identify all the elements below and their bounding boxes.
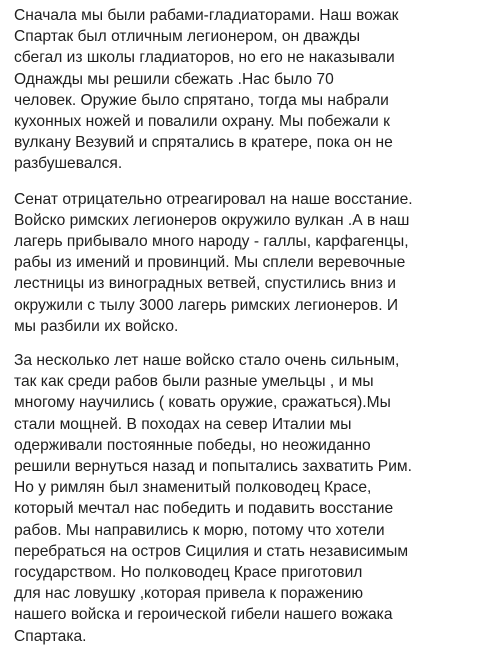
text-line: вулкану Везувий и спрятались в кратере, пока он не [14, 134, 393, 152]
paragraph-spacer [14, 337, 500, 350]
text-line: рабов. Мы направились к морю, потому что хотели [14, 521, 385, 539]
text-line: Спартака. [14, 627, 87, 645]
text-line: рабы из имений и провинций. Мы сплели веревочные [14, 254, 406, 272]
text-line: мы разбили их войско. [14, 317, 179, 335]
text-line: сбегал из школы гладиаторов, но его не наказывали [14, 49, 395, 67]
text-line: человек. Оружие было спрятано, тогда мы набрали [14, 91, 389, 109]
text-line: решили вернуться назад и попытались захватить Рим. [14, 458, 412, 476]
text-line: Однажды мы решили сбежать .Нас было 70 [14, 70, 334, 88]
text-line: кухонных ножей и повалили охрану. Мы побежали к [14, 113, 390, 131]
text-line: окружили с тылу 3000 лагерь римских легионеров. И [14, 296, 399, 314]
text-line: так как среди рабов были разные умельцы , и мы [14, 373, 374, 391]
text-line: Войско римских легионеров окружило вулкан .А в наш [14, 211, 410, 229]
text-line: перебраться на остров Сицилия и стать независимым [14, 542, 409, 560]
text-line: лагерь прибывало много народу - галлы, карфагенцы, [14, 233, 409, 251]
text-line: государством. Но полководец Красе приготовил [14, 564, 363, 582]
text-line: многому научились ( ковать оружие, сражаться).Мы [14, 394, 391, 412]
text-line: для нас ловушку ,которая привела к поражению [14, 585, 364, 603]
paragraph-spacer [14, 175, 500, 189]
paragraph-1 [14, 5, 500, 175]
text-line: Но у римлян был знаменитый полководец Красе, [14, 479, 372, 497]
text-line: одерживали постоянные победы, но неожиданно [14, 436, 371, 454]
text-line: который мечтал нас победить и подавить восстание [14, 500, 394, 518]
text-line: Сенат отрицательно отреагировал на наше восстание. [14, 190, 413, 208]
text-line: Сначала мы были рабами-гладиаторами. Наш вожак [14, 7, 399, 24]
text-line: Спартак был отличным легионером, он дважды [14, 28, 361, 46]
text-line: нашего войска и героической гибели нашего вожака [14, 606, 393, 624]
text-line: лестницы из виноградных ветвей, спустились вниз и [14, 275, 396, 293]
paragraph-3 [14, 350, 500, 647]
text-line: стали мощней. В походах на север Италии мы [14, 415, 352, 433]
text-line: разбушевался. [14, 155, 123, 173]
text-line: За несколько лет наше войско стало очень сильным, [14, 352, 400, 370]
paragraph-2 [14, 189, 500, 337]
